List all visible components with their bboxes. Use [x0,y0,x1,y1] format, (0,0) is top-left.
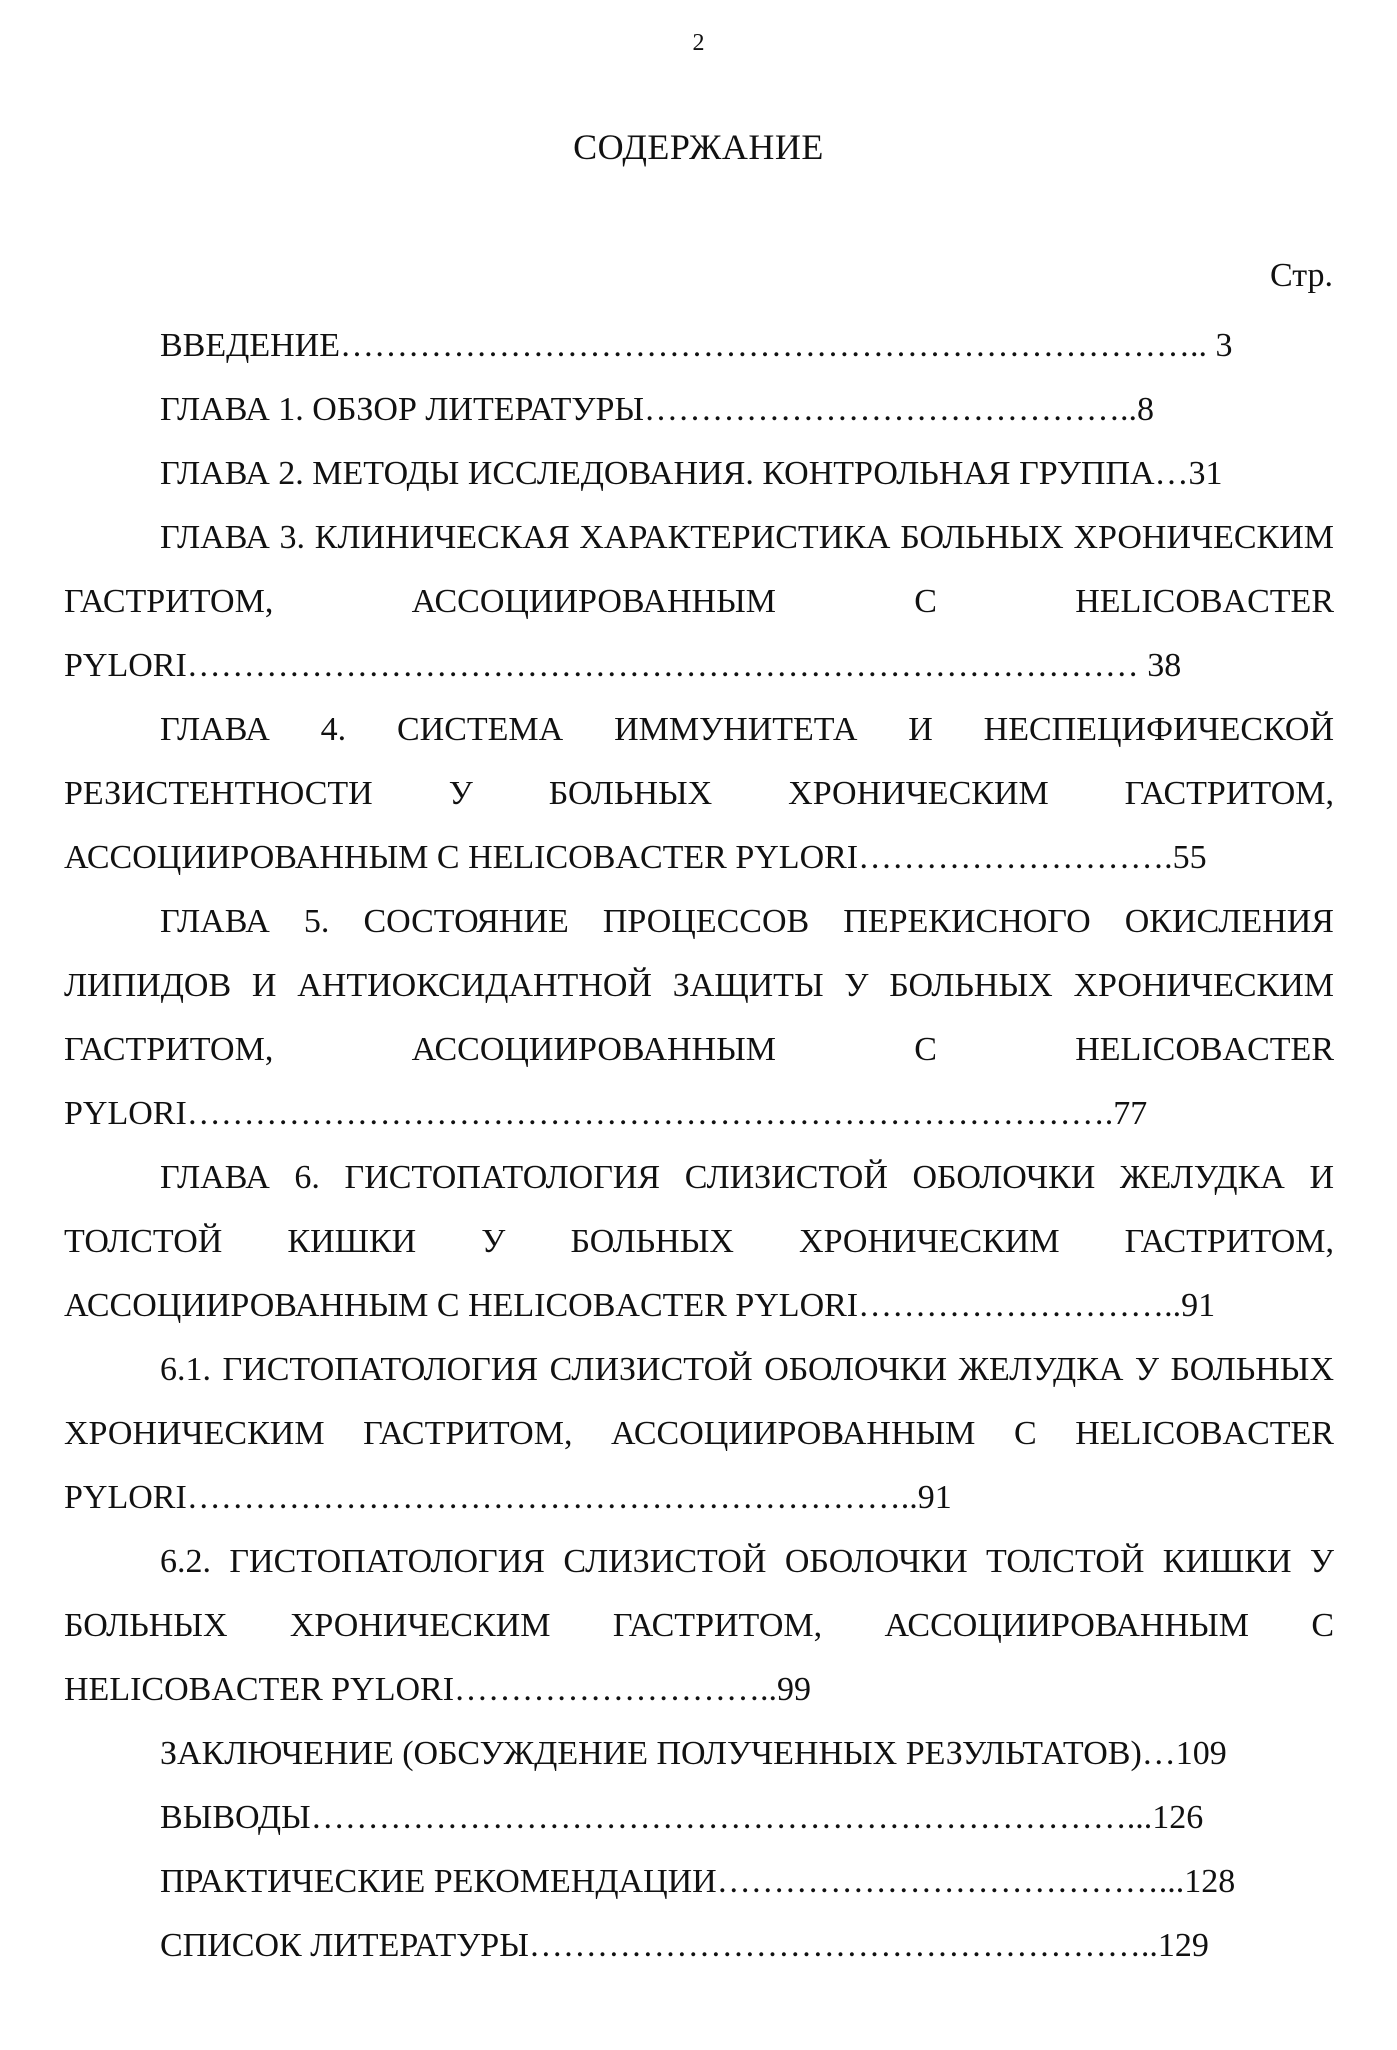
toc-entry-chapter-3: ГЛАВА 3. КЛИНИЧЕСКАЯ ХАРАКТЕРИСТИКА БОЛЬНЫХ ХРОНИЧЕСКИМ ГАСТРИТОМ, АССОЦИИРОВАННЫМ С HELICOBACTER PYLORI………………………………………………………………………… 38 [64,519,1334,684]
toc-entry-chapter-4: ГЛАВА 4. СИСТЕМА ИММУНИТЕТА И НЕСПЕЦИФИЧЕСКОЙ РЕЗИСТЕНТНОСТИ У БОЛЬНЫХ ХРОНИЧЕСКИМ ГАСТРИТОМ, АССОЦИИРОВАННЫМ С HELICOBACTER PYLORI……………………….55 [64,711,1334,876]
toc-entry-bibliography: СПИСОК ЛИТЕРАТУРЫ………………………………………………..129 [160,1927,1209,1964]
toc-entry-conclusion: ЗАКЛЮЧЕНИЕ (ОБСУЖДЕНИЕ ПОЛУЧЕННЫХ РЕЗУЛЬТАТОВ)…109 [160,1735,1227,1772]
toc-entry-chapter-5: ГЛАВА 5. СОСТОЯНИЕ ПРОЦЕССОВ ПЕРЕКИСНОГО ОКИСЛЕНИЯ ЛИПИДОВ И АНТИОКСИДАНТНОЙ ЗАЩИТЫ У БОЛЬНЫХ ХРОНИЧЕСКИМ ГАСТРИТОМ, АССОЦИИРОВАННЫМ С HELICOBACTER PYLORI……………………………………………………………………….77 [64,903,1334,1132]
toc-entry-recommendations: ПРАКТИЧЕСКИЕ РЕКОМЕНДАЦИИ…………………………………...128 [160,1863,1236,1900]
toc-entry-introduction: ВВЕДЕНИЕ………………………………………………………………….. 3 [160,327,1233,364]
toc-title: СОДЕРЖАНИЕ [573,127,824,167]
toc-entry-chapter-6: ГЛАВА 6. ГИСТОПАТОЛОГИЯ СЛИЗИСТОЙ ОБОЛОЧКИ ЖЕЛУДКА И ТОЛСТОЙ КИШКИ У БОЛЬНЫХ ХРОНИЧЕСКИМ ГАСТРИТОМ, АССОЦИИРОВАННЫМ С HELICOBACTER PYLORI………………………..91 [64,1159,1334,1324]
page-column-label: Стр. [1269,257,1333,294]
toc-entry-chapter-1: ГЛАВА 1. ОБЗОР ЛИТЕРАТУРЫ……………………………………..8 [160,391,1155,428]
toc-entry-section-6-1: 6.1. ГИСТОПАТОЛОГИЯ СЛИЗИСТОЙ ОБОЛОЧКИ ЖЕЛУДКА У БОЛЬНЫХ ХРОНИЧЕСКИМ ГАСТРИТОМ, АССОЦИИРОВАННЫМ С HELICOBACTER PYLORI………………………………………………………..91 [64,1351,1334,1516]
toc-entry-chapter-2: ГЛАВА 2. МЕТОДЫ ИССЛЕДОВАНИЯ. КОНТРОЛЬНАЯ ГРУППА…31 [160,455,1223,492]
toc-entry-section-6-2: 6.2. ГИСТОПАТОЛОГИЯ СЛИЗИСТОЙ ОБОЛОЧКИ ТОЛСТОЙ КИШКИ У БОЛЬНЫХ ХРОНИЧЕСКИМ ГАСТРИТОМ, АССОЦИИРОВАННЫМ С HELICOBACTER PYLORI………………………..99 [64,1543,1334,1708]
toc-entry-findings: ВЫВОДЫ………………………………………………………………...126 [160,1799,1204,1836]
table-of-contents [64,314,1334,1978]
page-number: 2 [692,30,705,56]
